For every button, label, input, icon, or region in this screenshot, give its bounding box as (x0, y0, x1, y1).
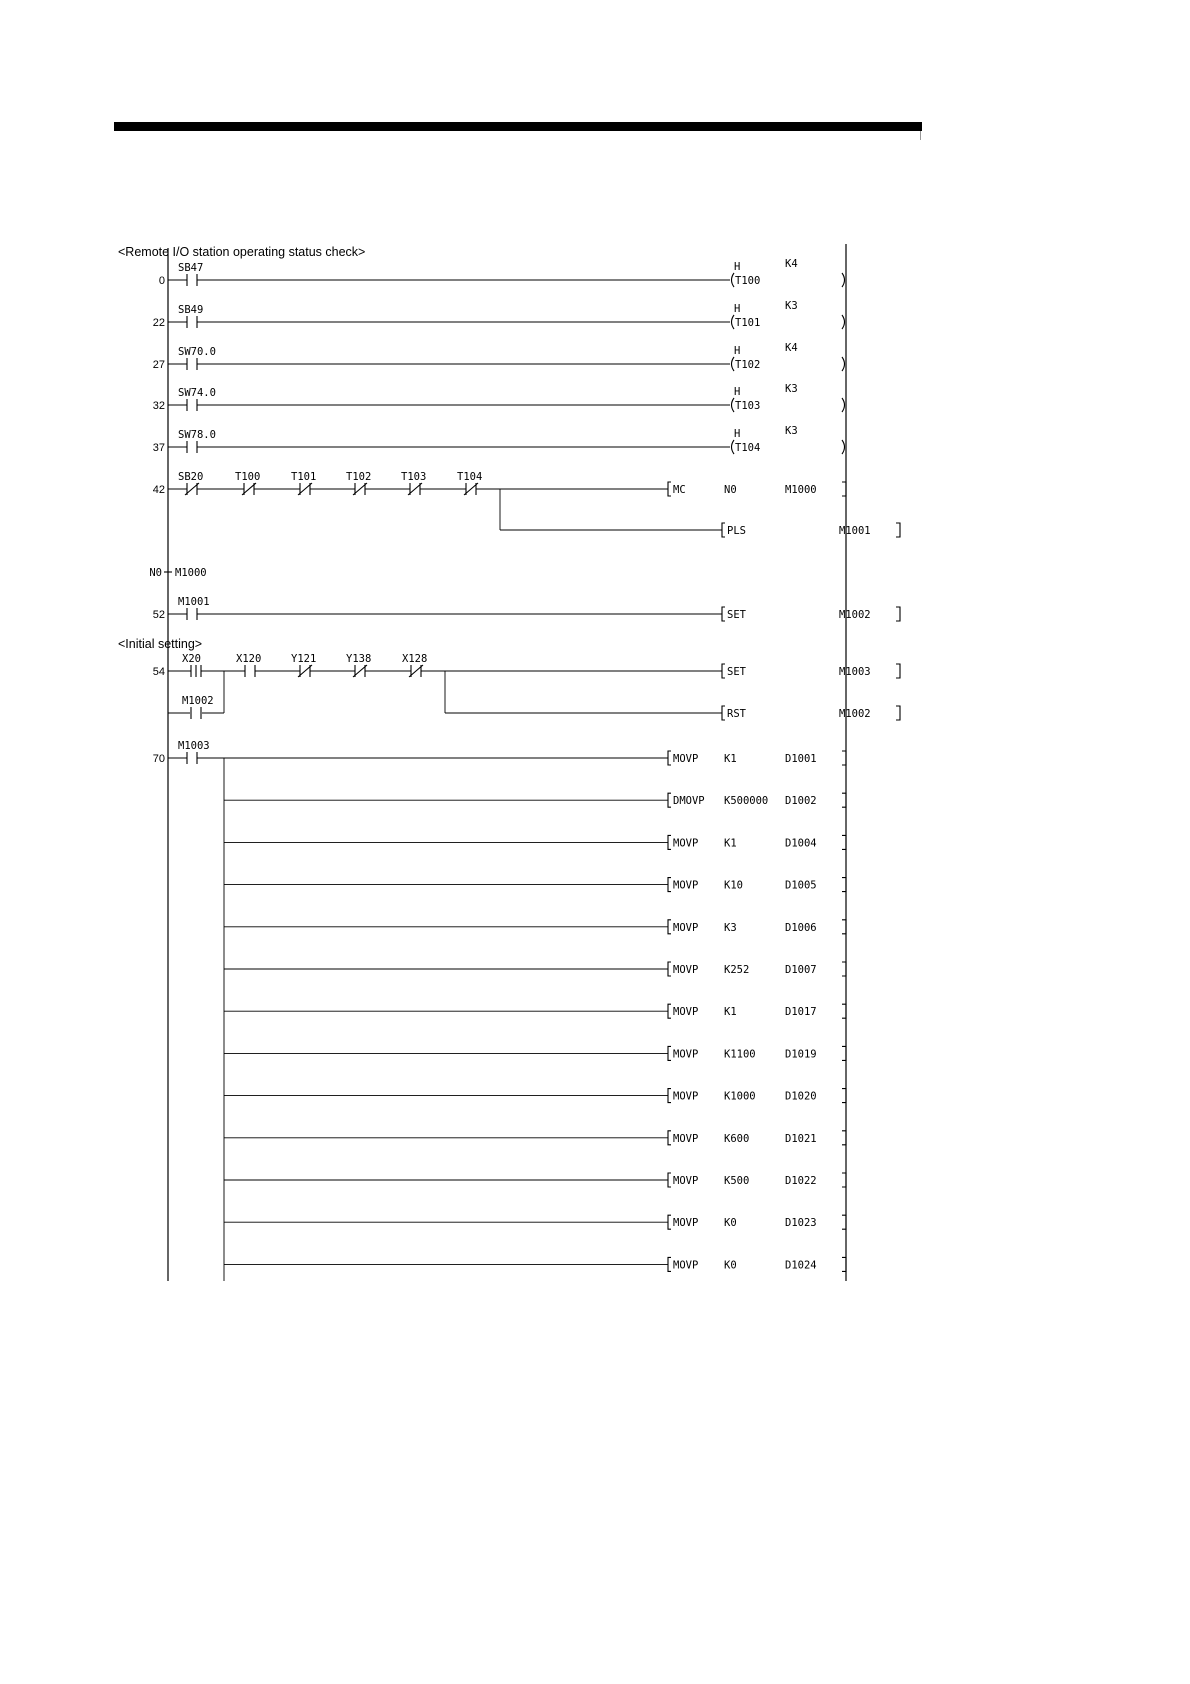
instruction-op: MOVP (673, 921, 699, 934)
instruction-arg2: M1001 (839, 525, 871, 537)
step-number: 54 (152, 666, 165, 678)
contact-no (178, 740, 210, 764)
instruction-open-bracket (668, 835, 671, 849)
contact-label: T104 (457, 471, 483, 483)
instruction-arg1: N0 (724, 484, 737, 496)
step-number: 42 (152, 484, 165, 496)
contact-label: X120 (236, 653, 262, 665)
instruction-open-bracket (722, 664, 725, 678)
instruction-op: DMOVP (673, 795, 705, 808)
instruction-arg2: D1006 (785, 921, 817, 934)
instruction-arg2: D1001 (785, 753, 817, 765)
rung-37 (153, 425, 845, 454)
coil-close (842, 440, 845, 454)
instruction-arg2: D1020 (785, 1090, 817, 1103)
coil-prefix: H (734, 303, 741, 315)
section-comment-initial-setting: <Initial setting> (118, 637, 203, 651)
instruction-pls (722, 523, 900, 537)
contact-label: SB20 (178, 471, 204, 483)
instruction-movp (668, 751, 846, 765)
nest-device: M1000 (175, 567, 207, 579)
instruction-open-bracket (668, 1257, 671, 1271)
instruction-open-bracket (668, 793, 671, 807)
step-number: 52 (152, 609, 165, 621)
coil-open (732, 273, 735, 287)
instruction-arg2: D1007 (785, 964, 817, 976)
instruction-op: MOVP (673, 879, 699, 892)
instruction-arg2: D1024 (785, 1259, 817, 1272)
instruction-arg1: K500 (724, 1175, 750, 1187)
contact-nc (402, 653, 427, 677)
instruction-arg2: D1017 (785, 1006, 817, 1019)
instruction-op: MOVP (673, 1006, 699, 1019)
instruction-arg2: D1022 (785, 1175, 817, 1187)
contact-label: T103 (401, 471, 427, 483)
instruction-op: SET (727, 609, 746, 621)
contact-nc (401, 471, 426, 495)
instruction-movp (668, 1131, 846, 1145)
instruction-arg1: K0 (724, 1217, 737, 1230)
rung-42 (153, 471, 900, 537)
rung-70 (153, 740, 846, 1281)
instruction-arg1: K1 (724, 1006, 737, 1019)
instruction-movp (668, 920, 846, 934)
instruction-op: RST (727, 708, 746, 720)
contact-label: SB47 (178, 262, 204, 274)
instruction-arg1: K1100 (724, 1048, 756, 1061)
contact-label: T100 (235, 471, 261, 483)
instruction-movp (668, 1215, 846, 1229)
instruction-close-bracket (896, 664, 900, 678)
instruction-arg2: D1002 (785, 795, 817, 808)
contact-label: M1001 (178, 596, 210, 608)
instruction-arg2: D1004 (785, 837, 817, 850)
instruction-open-bracket (668, 1173, 671, 1187)
coil-open (732, 398, 735, 412)
contact-nc (178, 471, 203, 495)
instruction-open-bracket (722, 706, 725, 720)
coil-device: T104 (735, 442, 761, 454)
contact-no (178, 262, 203, 286)
instruction-arg2: M1002 (839, 609, 871, 621)
contact-label: Y121 (291, 653, 317, 665)
contact-nc (457, 471, 482, 495)
instruction-movp (668, 1046, 846, 1060)
rung-22 (153, 300, 845, 329)
instruction-arg2: D1023 (785, 1217, 817, 1230)
coil-close (842, 315, 845, 329)
coil-device: T101 (735, 317, 761, 329)
instruction-op: MOVP (673, 1048, 699, 1061)
coil-open (732, 357, 735, 371)
coil-prefix: H (734, 261, 741, 273)
contact-nc (291, 653, 316, 677)
instruction-open-bracket (668, 751, 671, 765)
instruction-op: MOVP (673, 1132, 699, 1145)
coil-close (842, 357, 845, 371)
timer-setting: K3 (785, 425, 798, 437)
coil-open (732, 315, 735, 329)
instruction-op: MOVP (673, 964, 699, 976)
coil-prefix: H (734, 345, 741, 357)
contact-label: T101 (291, 471, 317, 483)
instruction-open-bracket (668, 1046, 671, 1060)
instruction-set (722, 607, 900, 621)
instruction-op: MOVP (673, 1090, 699, 1103)
step-number: 22 (152, 317, 165, 329)
contact-label: X128 (402, 653, 428, 665)
instruction-op: MOVP (673, 837, 699, 850)
instruction-open-bracket (722, 523, 725, 537)
step-number: 27 (152, 359, 165, 371)
instruction-op: MOVP (673, 1217, 699, 1230)
contact-no (178, 346, 216, 370)
instruction-arg1: K1 (724, 753, 737, 765)
instruction-arg1: K1000 (724, 1090, 756, 1103)
coil-close (842, 398, 845, 412)
instruction-close-bracket (896, 607, 900, 621)
instruction-movp (668, 1173, 846, 1187)
instruction-arg2: M1000 (785, 484, 817, 496)
instruction-arg1: K1 (724, 837, 737, 850)
contact-label: Y138 (346, 653, 372, 665)
instruction-arg1: K0 (724, 1259, 737, 1272)
instruction-dmovp (668, 793, 846, 807)
instruction-op: PLS (727, 525, 746, 537)
contact-nc (291, 471, 316, 495)
step-number: 0 (158, 275, 165, 287)
instruction-open-bracket (722, 607, 725, 621)
timer-setting: K4 (785, 258, 798, 270)
instruction-arg2: D1005 (785, 879, 817, 892)
instruction-arg1: K10 (724, 879, 743, 892)
timer-setting: K4 (785, 342, 798, 354)
instruction-open-bracket (668, 1131, 671, 1145)
contact-no (178, 596, 210, 620)
contact-label: SW74.0 (178, 387, 216, 399)
contact-label: SW78.0 (178, 429, 216, 441)
instruction-arg1: K3 (724, 921, 737, 934)
rung-54 (153, 653, 900, 720)
instruction-op: MOVP (673, 1259, 699, 1272)
coil-close (842, 273, 845, 287)
instruction-movp (668, 1004, 846, 1018)
coil-device: T103 (735, 400, 761, 412)
instruction-arg2: M1003 (839, 666, 871, 678)
instruction-mc (668, 482, 846, 496)
rung-52 (153, 596, 900, 621)
instruction-arg2: D1021 (785, 1132, 817, 1145)
contact-no (178, 304, 203, 328)
instruction-movp (668, 962, 846, 976)
coil-prefix: H (734, 386, 741, 398)
step-number: 37 (152, 442, 165, 454)
contact-no-parallel (182, 695, 214, 719)
contact-nc (346, 653, 371, 677)
contact-nc (346, 471, 371, 495)
contact-label: SB49 (178, 304, 204, 316)
instruction-rst (722, 706, 900, 720)
contact-label: X20 (182, 653, 201, 665)
rung-32 (153, 383, 845, 412)
instruction-movp (668, 878, 846, 892)
instruction-open-bracket (668, 878, 671, 892)
rung-0 (159, 258, 845, 287)
instruction-set (722, 664, 900, 678)
instruction-open-bracket (668, 962, 671, 976)
instruction-arg1: K500000 (724, 795, 769, 808)
timer-setting: K3 (785, 383, 798, 395)
coil-device: T100 (735, 275, 761, 287)
instruction-open-bracket (668, 1004, 671, 1018)
instruction-op: MOVP (673, 1175, 699, 1187)
instruction-arg1: K600 (724, 1132, 750, 1145)
contact-label: T102 (346, 471, 372, 483)
instruction-movp (668, 835, 846, 849)
step-number: 32 (152, 400, 165, 412)
instruction-arg1: K252 (724, 964, 750, 976)
instruction-close-bracket (896, 523, 900, 537)
instruction-close-bracket (896, 706, 900, 720)
instruction-arg2: D1019 (785, 1048, 817, 1061)
contact-label: M1002 (182, 695, 214, 707)
instruction-movp (668, 1257, 846, 1271)
timer-setting: K3 (785, 300, 798, 312)
coil-prefix: H (734, 428, 741, 440)
instruction-op: MOVP (673, 753, 699, 765)
instruction-open-bracket (668, 1089, 671, 1103)
nest-marker (149, 567, 206, 579)
contact-label: SW70.0 (178, 346, 216, 358)
section-comment-status-check: <Remote I/O station operating status check> (118, 245, 366, 259)
instruction-movp (668, 1089, 846, 1103)
coil-open (732, 440, 735, 454)
instruction-op: MC (673, 484, 686, 496)
contact-no (236, 653, 261, 677)
rung-27 (153, 342, 845, 371)
coil-device: T102 (735, 359, 761, 371)
contact-no (178, 429, 216, 453)
step-number: 70 (152, 753, 165, 765)
contact-nc (235, 471, 260, 495)
contact-label: M1003 (178, 740, 210, 752)
instruction-op: SET (727, 666, 746, 678)
contact-rise (182, 653, 201, 677)
instruction-open-bracket (668, 482, 671, 496)
contact-no (178, 387, 216, 411)
instruction-arg2: M1002 (839, 708, 871, 720)
instruction-open-bracket (668, 920, 671, 934)
instruction-open-bracket (668, 1215, 671, 1229)
nest-label: N0 (149, 567, 162, 579)
